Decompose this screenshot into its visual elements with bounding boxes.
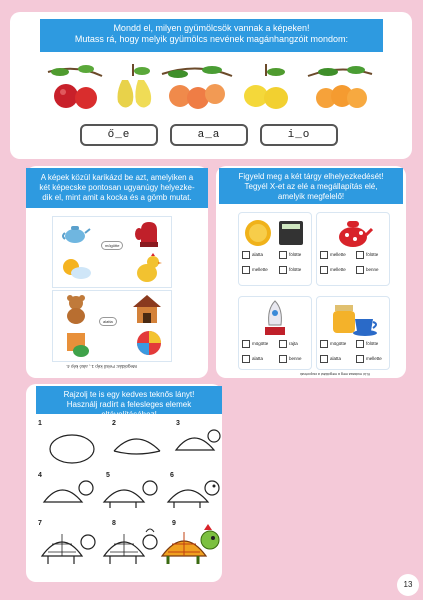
position-instruction	[26, 168, 208, 208]
checkbox-4-4[interactable]	[356, 355, 364, 363]
check-4-3-label: alatta	[330, 356, 342, 361]
drawing-instruction	[36, 386, 222, 419]
sun-cloud-icon[interactable]	[59, 255, 93, 283]
turtle-step-6	[164, 474, 222, 514]
answer-box-1[interactable]: ő_e	[80, 124, 158, 146]
turtle-step-7	[38, 522, 98, 570]
apples-image	[46, 62, 104, 114]
dotted-teapot-icon	[335, 215, 373, 249]
position-instruction-line1: A képek közül karikázd be azt, amelyiken a	[40, 173, 194, 182]
check-1-2-label: fölötte	[289, 252, 302, 257]
check-1-3-label: mellette	[252, 267, 268, 272]
checkbox-1-3[interactable]	[242, 266, 250, 274]
pears-image	[108, 62, 158, 114]
turtle-step-3	[172, 422, 222, 462]
answer-box-2[interactable]: a_a	[170, 124, 248, 146]
fruit-instruction-line1: Mondd el, milyen gyümölcsök vannak a képeken!	[113, 23, 310, 33]
pot-plant-icon[interactable]	[63, 329, 91, 359]
lemons-image	[238, 62, 294, 114]
fruit-instruction	[40, 19, 383, 52]
check-instruction-line1: Figyeld meg a két tárgy elhelyezkedését!	[238, 172, 384, 181]
check-3-2-label: rajta	[289, 341, 298, 346]
cup-icon	[351, 315, 381, 337]
upper-picture-grid	[52, 216, 172, 288]
drawing-instruction-line1: Rajzolj te is egy kedves teknős lányt!	[63, 390, 195, 399]
mitten-icon[interactable]	[133, 220, 163, 248]
check-2-2-label: fölötte	[366, 252, 379, 257]
step-number: 4	[38, 472, 42, 479]
check-4-2-label: fölötte	[366, 341, 379, 346]
turtle-step-8	[100, 522, 160, 570]
checkbox-1-2[interactable]	[279, 251, 287, 259]
checkbox-1-4[interactable]	[279, 266, 287, 274]
turtle-step-2	[108, 425, 166, 465]
checkbox-4-1[interactable]	[320, 340, 328, 348]
apricots-image	[306, 62, 374, 114]
check-4-4-label: mellette	[366, 356, 382, 361]
drawing-instruction-line2: Használj radírt a felesleges elemek eltávolításához!	[66, 400, 192, 419]
peaches-image	[160, 62, 234, 114]
checkbox-3-1[interactable]	[242, 340, 250, 348]
turtle-step-5	[100, 474, 162, 514]
check-3-1-label: mögötte	[252, 341, 269, 346]
checkbox-4-3[interactable]	[320, 355, 328, 363]
check-2-1-label: mellette	[330, 252, 346, 257]
label-mogotte: mögötte	[101, 241, 123, 250]
checkbox-3-2[interactable]	[279, 340, 287, 348]
checkbox-2-3[interactable]	[320, 266, 328, 274]
step-number: 7	[38, 520, 42, 527]
check-2-4-label: benne	[366, 267, 379, 272]
check-instruction	[219, 168, 403, 204]
checkbox-2-1[interactable]	[320, 251, 328, 259]
checkbox-2-2[interactable]	[356, 251, 364, 259]
page-number: 13	[397, 574, 419, 596]
step-number: 5	[106, 472, 110, 479]
teapot-icon[interactable]	[61, 221, 91, 245]
check-1-1-label: alatta	[252, 252, 264, 257]
check-3-4-label: benne	[289, 356, 302, 361]
step-number: 2	[112, 420, 116, 427]
lower-picture-grid	[52, 290, 172, 362]
doghouse-icon[interactable]	[131, 293, 163, 325]
step-number: 6	[170, 472, 174, 479]
turtle-step-1	[44, 425, 100, 465]
check-3-3-label: alatta	[252, 356, 264, 361]
checkbox-3-4[interactable]	[279, 355, 287, 363]
step-number: 9	[172, 520, 176, 527]
turtle-step-4	[40, 474, 98, 514]
checkbox-4-2[interactable]	[356, 340, 364, 348]
check-instruction-line2: Tegyél X-et az elé a megállapítás elé,	[244, 182, 378, 191]
check-card-1	[238, 212, 312, 286]
step-number: 1	[38, 420, 42, 427]
check-card-2	[316, 212, 390, 286]
check-instruction-line3: amelyik megfelelő!	[277, 192, 345, 201]
turtle-step-9-colored	[158, 518, 222, 570]
step-number: 3	[176, 420, 180, 427]
check-1-4-label: fölötte	[289, 267, 302, 272]
fruit-instruction-line2: Mutass rá, hogy melyik gyümölcs nevének magánhangzóit mondom:	[74, 34, 349, 44]
coin-icon	[243, 217, 273, 249]
left-solution-text: Megoldás: Felső kép 1., alsó kép 4.	[66, 364, 137, 369]
check-4-1-label: mögötte	[330, 341, 347, 346]
position-instruction-line3: dik el, mint amit a kocka és a gömb mutat.	[42, 193, 192, 202]
checkbox-2-4[interactable]	[356, 266, 364, 274]
teddy-bear-icon[interactable]	[63, 294, 89, 324]
position-instruction-line2: két képecske pontosan ugyanúgy helyezke-	[39, 183, 195, 192]
answer-box-3[interactable]: i_o	[260, 124, 338, 146]
check-2-3-label: mellette	[330, 267, 346, 272]
right-side-note: Ki-ki mutassa meg a megoldást a csoportnak	[300, 372, 370, 376]
label-alatta: alatta	[99, 317, 117, 326]
rocket-icon	[263, 299, 287, 337]
beach-ball-icon[interactable]	[135, 329, 163, 357]
checkbox-3-3[interactable]	[242, 355, 250, 363]
chicken-icon[interactable]	[133, 253, 163, 285]
calculator-icon	[277, 219, 305, 247]
checkbox-1-1[interactable]	[242, 251, 250, 259]
step-number: 8	[112, 520, 116, 527]
